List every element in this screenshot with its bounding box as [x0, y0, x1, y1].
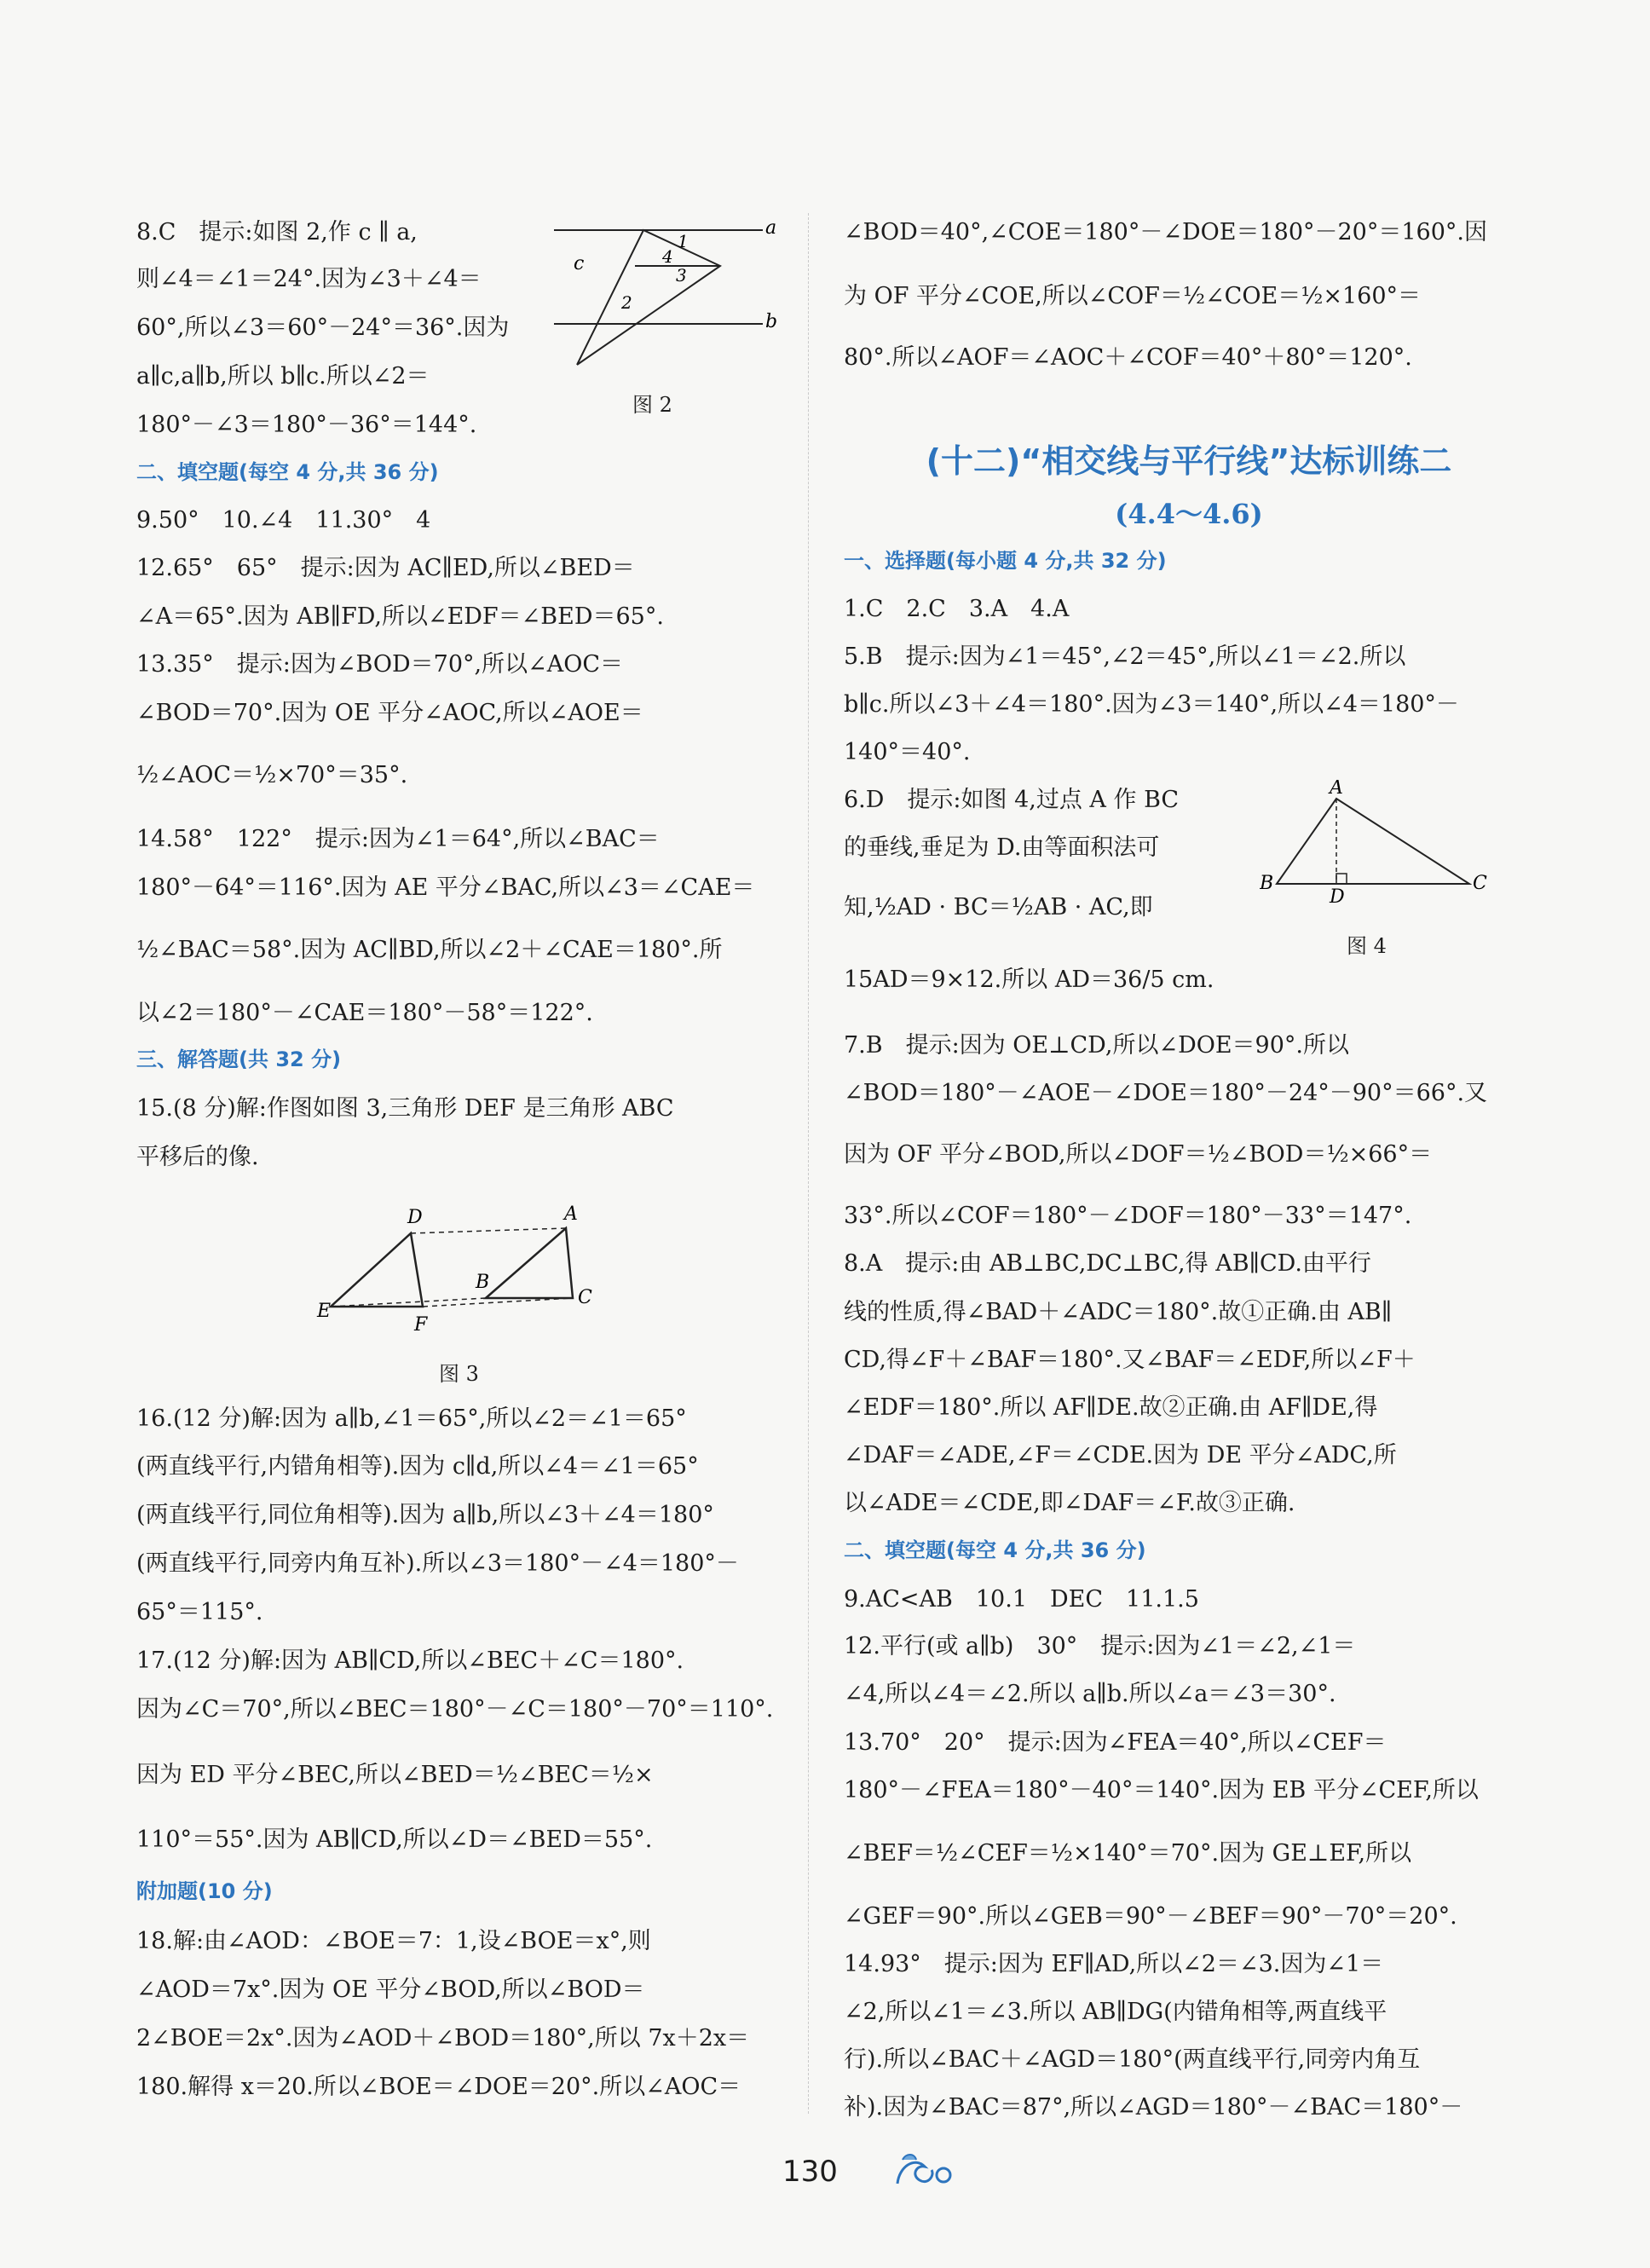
- right-line-5: 1.C 2.C 3.A 4.A: [844, 596, 1070, 622]
- left-line-12: ½∠AOC＝½×70°＝35°.: [136, 762, 408, 788]
- svg-text:2: 2: [621, 292, 632, 313]
- right-line-26: ∠4,所以∠4＝∠2.所以 a∥b.所以∠a＝∠3＝30°.: [844, 1681, 1336, 1707]
- right-line-1: ∠BOD＝40°,∠COE＝180°－∠DOE＝180°－20°＝160°.因: [844, 219, 1487, 245]
- right-line-13: 7.B 提示:因为 OE⊥CD,所以∠DOE＝90°.所以: [844, 1032, 1349, 1059]
- right-line-34: 补).因为∠BAC＝87°,所以∠AGD＝180°－∠BAC＝180°－: [844, 2094, 1463, 2121]
- svg-text:C: C: [1473, 873, 1487, 894]
- left-line-16: 以∠2＝180°－∠CAE＝180°－58°＝122°.: [136, 1000, 593, 1026]
- left-line-5: 180°－∠3＝180°－36°＝144°.: [136, 412, 477, 438]
- left-line-33: 180.解得 x＝20.所以∠BOE＝∠DOE＝20°.所以∠AOC＝: [136, 2074, 741, 2100]
- right-line-11: 知,½AD · BC＝½AB · AC,即: [844, 894, 1153, 920]
- decorative-flourish-icon: [891, 2150, 959, 2192]
- left-line-24: 65°＝115°.: [136, 1599, 263, 1625]
- left-line-23: (两直线平行,同旁内角互补).所以∠3＝180°－∠4＝180°－: [136, 1550, 739, 1577]
- figure-3-caption: 图 3: [439, 1362, 479, 1386]
- right-line-12: 15AD＝9×12.所以 AD＝36/5 cm.: [844, 967, 1214, 993]
- left-line-4: a∥c,a∥b,所以 b∥c.所以∠2＝: [136, 363, 430, 390]
- right-line-15: 因为 OF 平分∠BOD,所以∠DOF＝½∠BOD＝½×66°＝: [844, 1141, 1433, 1168]
- right-line-28: 180°－∠FEA＝180°－40°＝140°.因为 EB 平分∠CEF,所以: [844, 1777, 1479, 1803]
- left-line-8: 12.65° 65° 提示:因为 AC∥ED,所以∠BED＝: [136, 555, 635, 581]
- svg-text:D: D: [407, 1207, 423, 1228]
- left-line-9: ∠A＝65°.因为 AB∥FD,所以∠EDF＝∠BED＝65°.: [136, 603, 664, 630]
- svg-text:E: E: [317, 1301, 332, 1322]
- left-line-18: 15.(8 分)解:作图如图 3,三角形 DEF 是三角形 ABC: [136, 1095, 674, 1122]
- right-line-23: 二、填空题(每空 4 分,共 36 分): [844, 1538, 1146, 1562]
- figure-4-diagram: [1260, 780, 1498, 903]
- right-line-29: ∠BEF＝½∠CEF＝½×140°＝70°.因为 GE⊥EF,所以: [844, 1840, 1412, 1867]
- left-line-1: 8.C 提示:如图 2,作 c ∥ a,: [136, 219, 418, 245]
- svg-text:A: A: [564, 1203, 578, 1225]
- right-line-6: 5.B 提示:因为∠1＝45°,∠2＝45°,所以∠1＝∠2.所以: [844, 643, 1406, 670]
- svg-text:b: b: [765, 311, 778, 332]
- section-title: (十二)“相交线与平行线”达标训练二: [926, 442, 1452, 480]
- svg-text:B: B: [476, 1272, 490, 1293]
- svg-text:3: 3: [676, 265, 687, 286]
- svg-text:F: F: [414, 1314, 428, 1336]
- left-line-22: (两直线平行,同位角相等).因为 a∥b,所以∠3＋∠4＝180°: [136, 1502, 714, 1528]
- figure-2-caption: 图 2: [632, 393, 672, 417]
- svg-text:A: A: [1330, 780, 1343, 799]
- left-line-27: 因为 ED 平分∠BEC,所以∠BED＝½∠BEC＝½×: [136, 1762, 654, 1788]
- left-line-17: 三、解答题(共 32 分): [136, 1047, 342, 1071]
- left-line-2: 则∠4＝∠1＝24°.因为∠3＋∠4＝: [136, 266, 482, 292]
- left-line-19: 平移后的像.: [136, 1144, 259, 1170]
- right-line-20: ∠EDF＝180°.所以 AF∥DE.故②正确.由 AF∥DE,得: [844, 1394, 1378, 1421]
- left-line-20: 16.(12 分)解:因为 a∥b,∠1＝65°,所以∠2＝∠1＝65°: [136, 1405, 687, 1432]
- right-line-14: ∠BOD＝180°－∠AOE－∠DOE＝180°－24°－90°＝66°.又: [844, 1080, 1488, 1106]
- right-line-16: 33°.所以∠COF＝180°－∠DOF＝180°－33°＝147°.: [844, 1203, 1412, 1229]
- right-line-32: ∠2,所以∠1＝∠3.所以 AB∥DG(内错角相等,两直线平: [844, 1999, 1388, 2025]
- left-line-6: 二、填空题(每空 4 分,共 36 分): [136, 460, 439, 484]
- left-line-10: 13.35° 提示:因为∠BOD＝70°,所以∠AOC＝: [136, 651, 623, 678]
- left-line-14: 180°－64°＝116°.因为 AE 平分∠BAC,所以∠3＝∠CAE＝: [136, 874, 755, 901]
- right-line-22: 以∠ADE＝∠CDE,即∠DAF＝∠F.故③正确.: [844, 1490, 1295, 1516]
- left-line-29: 附加题(10 分): [136, 1879, 273, 1903]
- left-line-32: 2∠BOE＝2x°.因为∠AOD＋∠BOD＝180°,所以 7x＋2x＝: [136, 2025, 750, 2052]
- svg-text:D: D: [1330, 886, 1345, 903]
- right-line-2: 为 OF 平分∠COE,所以∠COF＝½∠COE＝½×160°＝: [844, 283, 1422, 309]
- right-line-24: 9.AC<AB 10.1 DEC 11.1.5: [844, 1586, 1199, 1613]
- left-line-25: 17.(12 分)解:因为 AB∥CD,所以∠BEC＋∠C＝180°.: [136, 1648, 684, 1674]
- section-subtitle: (4.4～4.6): [1115, 498, 1263, 530]
- left-line-7: 9.50° 10.∠4 11.30° 4: [136, 507, 431, 534]
- figure-2-diagram: [550, 213, 793, 375]
- right-line-30: ∠GEF＝90°.所以∠GEB＝90°－∠BEF＝90°－70°＝20°.: [844, 1903, 1457, 1930]
- right-line-31: 14.93° 提示:因为 EF∥AD,所以∠2＝∠3.因为∠1＝: [844, 1951, 1384, 1977]
- right-line-25: 12.平行(或 a∥b) 30° 提示:因为∠1＝∠2,∠1＝: [844, 1633, 1356, 1659]
- right-line-9: 6.D 提示:如图 4,过点 A 作 BC: [844, 787, 1180, 813]
- left-line-15: ½∠BAC＝58°.因为 AC∥BD,所以∠2＋∠CAE＝180°.所: [136, 937, 723, 963]
- svg-text:1: 1: [678, 231, 689, 251]
- left-line-26: 因为∠C＝70°,所以∠BEC＝180°－∠C＝180°－70°＝110°.: [136, 1696, 774, 1723]
- left-line-3: 60°,所以∠3＝60°－24°＝36°.因为: [136, 315, 510, 341]
- figure-4-caption: 图 4: [1347, 934, 1387, 958]
- svg-text:c: c: [574, 253, 585, 274]
- right-line-27: 13.70° 20° 提示:因为∠FEA＝40°,所以∠CEF＝: [844, 1729, 1387, 1756]
- right-line-8: 140°＝40°.: [844, 739, 971, 765]
- left-line-28: 110°＝55°.因为 AB∥CD,所以∠D＝∠BED＝55°.: [136, 1827, 653, 1853]
- right-line-4: 一、选择题(每小题 4 分,共 32 分): [844, 549, 1167, 573]
- right-line-17: 8.A 提示:由 AB⊥BC,DC⊥BC,得 AB∥CD.由平行: [844, 1250, 1371, 1277]
- left-line-21: (两直线平行,内错角相等).因为 c∥d,所以∠4＝∠1＝65°: [136, 1453, 699, 1480]
- svg-text:C: C: [578, 1287, 592, 1308]
- column-divider: [808, 213, 809, 2114]
- left-line-31: ∠AOD＝7x°.因为 OE 平分∠BOD,所以∠BOD＝: [136, 1977, 645, 2003]
- right-line-33: 行).所以∠BAC＋∠AGD＝180°(两直线平行,同旁内角互: [844, 2046, 1421, 2073]
- right-line-18: 线的性质,得∠BAD＋∠ADC＝180°.故①正确.由 AB∥: [844, 1299, 1393, 1325]
- figure-3-diagram: [315, 1189, 605, 1342]
- page-number: 130: [782, 2155, 838, 2189]
- right-line-3: 80°.所以∠AOF＝∠AOC＋∠COF＝40°＋80°＝120°.: [844, 344, 1412, 371]
- left-line-11: ∠BOD＝70°.因为 OE 平分∠AOC,所以∠AOE＝: [136, 700, 643, 726]
- right-line-19: CD,得∠F＋∠BAF＝180°.又∠BAF＝∠EDF,所以∠F＋: [844, 1347, 1416, 1373]
- svg-text:4: 4: [662, 246, 673, 267]
- left-line-13: 14.58° 122° 提示:因为∠1＝64°,所以∠BAC＝: [136, 826, 660, 852]
- right-line-7: b∥c.所以∠3＋∠4＝180°.因为∠3＝140°,所以∠4＝180°－: [844, 691, 1459, 718]
- left-line-30: 18.解:由∠AOD：∠BOE＝7：1,设∠BOE＝x°,则: [136, 1928, 651, 1954]
- svg-text:a: a: [765, 217, 777, 239]
- right-line-21: ∠DAF＝∠ADE,∠F＝∠CDE.因为 DE 平分∠ADC,所: [844, 1442, 1397, 1469]
- svg-text:B: B: [1260, 873, 1274, 894]
- right-line-10: 的垂线,垂足为 D.由等面积法可: [844, 834, 1160, 861]
